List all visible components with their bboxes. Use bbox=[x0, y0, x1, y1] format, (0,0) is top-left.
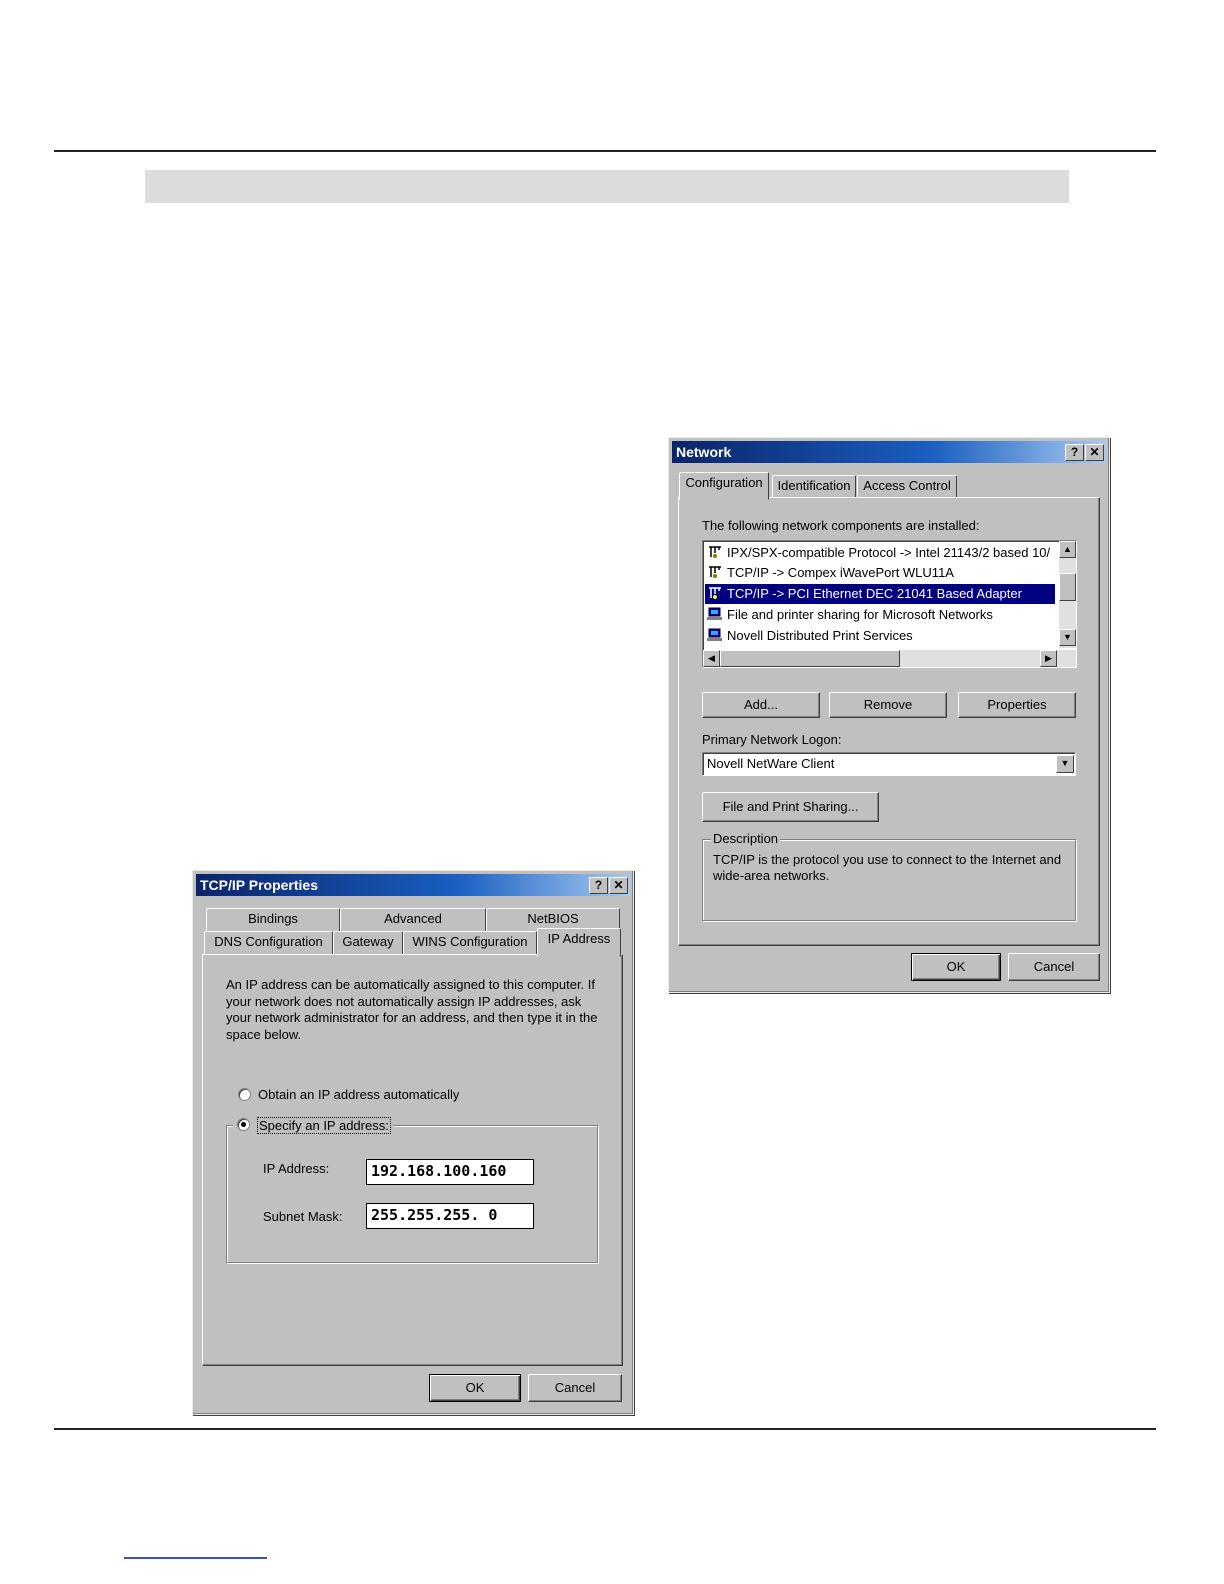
network-protocol-icon bbox=[707, 545, 723, 559]
ip-address-label: IP Address: bbox=[263, 1161, 330, 1176]
file-print-sharing-button[interactable]: File and Print Sharing... bbox=[702, 792, 879, 822]
network-protocol-icon bbox=[707, 586, 723, 600]
tab-dns-configuration[interactable]: DNS Configuration bbox=[204, 931, 333, 954]
scroll-down-icon[interactable]: ▼ bbox=[1059, 629, 1076, 646]
tab-access-control[interactable]: Access Control bbox=[857, 475, 957, 498]
properties-button[interactable]: Properties bbox=[958, 692, 1076, 718]
radio-obtain-auto[interactable] bbox=[238, 1088, 251, 1101]
primary-logon-select[interactable] bbox=[702, 752, 1076, 776]
footer-link-underline bbox=[124, 1557, 267, 1559]
window-title: Network bbox=[676, 444, 732, 460]
scroll-right-icon[interactable]: ▶ bbox=[1040, 650, 1057, 667]
primary-logon-value: Novell NetWare Client bbox=[707, 756, 835, 771]
tcpip-titlebar bbox=[196, 874, 630, 896]
bottom-rule bbox=[54, 1428, 1156, 1430]
help-button[interactable]: ? bbox=[1065, 444, 1084, 461]
ip-address-field[interactable]: 192.168.100.160 bbox=[366, 1159, 534, 1185]
scroll-left-icon[interactable]: ◀ bbox=[703, 650, 720, 667]
chevron-down-icon[interactable]: ▼ bbox=[1056, 755, 1074, 773]
list-item[interactable]: File and printer sharing for Microsoft Networks bbox=[705, 605, 1055, 625]
description-legend: Description bbox=[713, 831, 779, 846]
tab-wins-configuration[interactable]: WINS Configuration bbox=[403, 931, 537, 954]
specify-ip-legend bbox=[233, 1115, 393, 1135]
network-service-icon bbox=[707, 607, 723, 621]
cancel-button[interactable]: Cancel bbox=[1008, 953, 1100, 981]
network-titlebar bbox=[672, 441, 1106, 463]
add-button[interactable]: Add... bbox=[702, 692, 820, 718]
vertical-scrollbar[interactable] bbox=[1059, 541, 1076, 648]
list-item[interactable]: IPX/SPX-compatible Protocol -> Intel 21143/2 based 10/ bbox=[705, 543, 1055, 563]
scroll-thumb[interactable] bbox=[1059, 573, 1076, 601]
network-dialog bbox=[668, 437, 1110, 993]
tab-netbios[interactable]: NetBIOS bbox=[486, 908, 620, 931]
subnet-mask-field[interactable]: 255.255.255. 0 bbox=[366, 1203, 534, 1229]
help-button[interactable]: ? bbox=[589, 877, 608, 894]
scroll-up-icon[interactable]: ▲ bbox=[1059, 541, 1076, 558]
specify-ip-group bbox=[226, 1125, 598, 1263]
list-item[interactable]: Novell Distributed Print Services bbox=[705, 626, 1055, 646]
tab-gateway[interactable]: Gateway bbox=[333, 931, 403, 954]
tab-bindings[interactable]: Bindings bbox=[206, 908, 340, 931]
description-text: TCP/IP is the protocol you use to connect to the Internet and wide-area networks. bbox=[713, 852, 1062, 883]
close-button[interactable]: ✕ bbox=[609, 877, 628, 894]
tab-configuration[interactable]: Configuration bbox=[679, 472, 769, 500]
tcpip-properties-dialog bbox=[192, 870, 634, 1415]
top-rule bbox=[54, 150, 1156, 152]
primary-logon-label: Primary Network Logon: bbox=[702, 732, 842, 747]
radio-selected-dot bbox=[241, 1122, 246, 1127]
description-group bbox=[702, 831, 1076, 921]
subnet-mask-label: Subnet Mask: bbox=[263, 1209, 343, 1224]
ok-button[interactable]: OK bbox=[429, 1374, 521, 1402]
radio-specify-ip[interactable] bbox=[237, 1118, 250, 1131]
radio-obtain-auto-label[interactable]: Obtain an IP address automatically bbox=[258, 1087, 460, 1102]
ok-button[interactable]: OK bbox=[911, 953, 1001, 981]
cancel-button[interactable]: Cancel bbox=[528, 1374, 622, 1402]
network-protocol-icon bbox=[707, 565, 723, 579]
network-service-icon bbox=[707, 628, 723, 642]
radio-specify-ip-label[interactable]: Specify an IP address: bbox=[259, 1118, 389, 1133]
scroll-thumb-horizontal[interactable] bbox=[720, 650, 900, 667]
tab-identification[interactable]: Identification bbox=[772, 475, 856, 498]
list-item-selected[interactable]: TCP/IP -> PCI Ethernet DEC 21041 Based Adapter bbox=[705, 584, 1055, 604]
intro-text: An IP address can be automatically assigned to this computer. If your network does not automatically assign IP addresses, ask your network administrator for an address, and then type it in the space below. bbox=[226, 977, 598, 1042]
window-title: TCP/IP Properties bbox=[200, 877, 319, 893]
tab-ip-address[interactable]: IP Address bbox=[537, 928, 621, 957]
components-list[interactable] bbox=[702, 540, 1077, 668]
horizontal-scrollbar[interactable] bbox=[703, 650, 1076, 667]
components-label: The following network components are installed: bbox=[702, 518, 980, 533]
tab-advanced[interactable]: Advanced bbox=[340, 908, 486, 931]
close-button[interactable]: ✕ bbox=[1085, 444, 1104, 461]
list-item[interactable]: TCP/IP -> Compex iWavePort WLU11A bbox=[705, 563, 1055, 583]
remove-button[interactable]: Remove bbox=[829, 692, 947, 718]
header-band bbox=[145, 170, 1069, 203]
